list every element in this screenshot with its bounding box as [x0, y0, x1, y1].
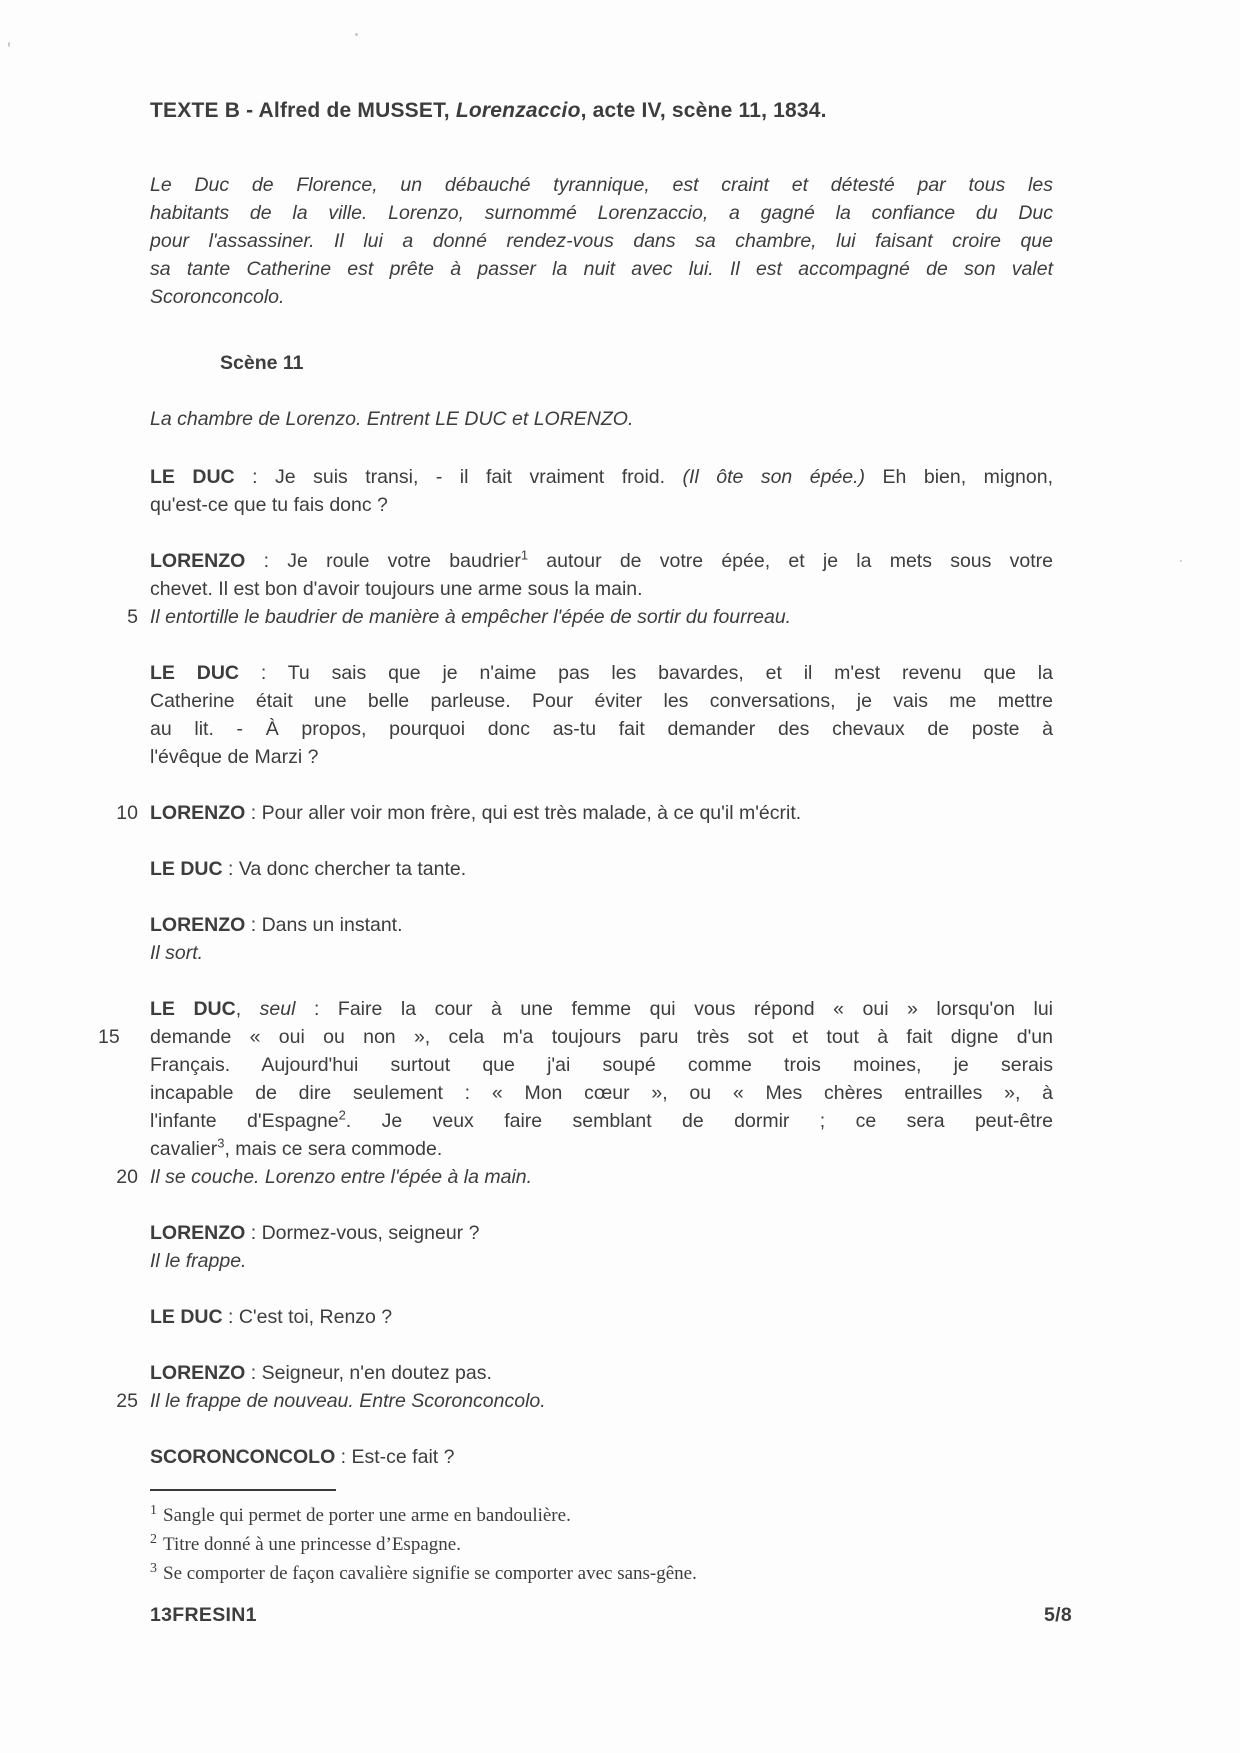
text-segment: Il se couche. Lorenzo entre l'épée à la main.	[150, 1166, 533, 1188]
text-line	[150, 463, 1053, 491]
footnote-reference: 1	[520, 547, 529, 563]
text-line	[150, 687, 1053, 715]
text-line	[150, 547, 1053, 575]
line-number: 10	[116, 802, 138, 824]
text-segment: demande « oui ou non », cela m'a toujours paru très sot et tout à fait digne d'un	[150, 1026, 1053, 1048]
line-number: 5	[127, 606, 138, 628]
text-segment: Lorenzaccio	[455, 99, 581, 122]
text-segment: : Tu sais que je n'aime pas les bavardes, et il m'est revenu que la	[239, 662, 1053, 684]
text-segment: , acte IV, scène 11, 1834.	[580, 99, 827, 122]
text-line	[150, 939, 1053, 967]
intro-line	[150, 171, 1053, 199]
text-segment: au lit. - À propos, pourquoi donc as-tu fait demander des chevaux de poste à	[150, 718, 1053, 740]
text-segment: seul	[259, 998, 296, 1020]
text-segment: : Je roule votre baudrier	[245, 550, 521, 572]
text-segment: cavalier	[150, 1138, 218, 1160]
opening-stage-direction: La chambre de Lorenzo. Entrent LE DUC et LORENZO.	[150, 408, 634, 430]
text-segment: : Seigneur, n'en doutez pas.	[245, 1362, 492, 1384]
text-segment: Catherine était une belle parleuse. Pour éviter les conversations, je vais me mettre	[150, 690, 1053, 712]
text-segment: : Je suis transi, - il fait vraiment froid.	[234, 466, 683, 488]
text-segment: Il le frappe.	[150, 1250, 247, 1272]
text-line	[150, 1079, 1053, 1107]
text-segment: LORENZO	[150, 914, 246, 936]
footnote-reference: 2	[338, 1107, 346, 1123]
text-line	[116, 1387, 1053, 1415]
intro-line	[150, 255, 1053, 283]
text-segment: : Va donc chercher ta tante.	[222, 858, 467, 880]
line-number: 15	[98, 1026, 120, 1048]
footnote-reference: 3	[150, 1560, 157, 1576]
text-segment: SCORONCONCOLO	[150, 1446, 336, 1468]
text-line	[150, 491, 1053, 519]
text-segment: Il sort.	[150, 942, 204, 964]
text-segment: ,	[235, 998, 260, 1020]
text-segment: Se comporter de façon cavalière signifie se comporter avec sans-gêne.	[163, 1563, 697, 1584]
text-line	[98, 1023, 1053, 1051]
footnote	[150, 1501, 1053, 1530]
text-line	[116, 1163, 1053, 1191]
intro-line	[150, 227, 1053, 255]
text-segment: pour l'assassiner. Il lui a donné rendez-vous dans sa chambre, lui faisant croire que	[150, 230, 1053, 252]
text-segment: : Pour aller voir mon frère, qui est très malade, à ce qu'il m'écrit.	[245, 802, 802, 824]
page-footer	[150, 1604, 1072, 1627]
text-segment: LORENZO	[150, 802, 246, 824]
text-segment: Il entortille le baudrier de manière à empêcher l'épée de sortir du fourreau.	[150, 606, 792, 628]
scan-speck	[8, 42, 10, 47]
text-segment: , mais ce sera commode.	[224, 1138, 443, 1160]
text-segment: : Dormez-vous, seigneur ?	[245, 1222, 480, 1244]
text-line	[150, 1135, 1053, 1163]
text-segment: : Est-ce fait ?	[335, 1446, 455, 1468]
text-segment: chevet. Il est bon d'avoir toujours une arme sous la main.	[150, 578, 643, 600]
footnote-reference: 1	[150, 1502, 157, 1518]
text-segment: habitants de la ville. Lorenzo, surnommé Lorenzaccio, a gagné la confiance du Duc	[150, 202, 1053, 224]
text-segment: TEXTE B - Alfred de MUSSET,	[150, 99, 456, 122]
text-line	[150, 659, 1053, 687]
text-segment: Eh bien, mignon,	[865, 466, 1054, 488]
text-segment: (Il ôte son épée.)	[682, 466, 866, 488]
footnotes	[150, 1501, 1053, 1588]
text-segment: LE DUC	[150, 858, 223, 880]
text-segment: sa tante Catherine est prête à passer la nuit avec lui. Il est accompagné de son valet	[150, 258, 1053, 280]
text-line	[150, 1247, 1053, 1275]
text-segment: : C'est toi, Renzo ?	[222, 1306, 393, 1328]
text-line	[150, 1051, 1053, 1079]
intro-paragraph	[150, 171, 1053, 311]
text-segment: LORENZO	[150, 1222, 246, 1244]
dialogue-body	[98, 463, 1054, 1471]
text-segment: Français. Aujourd'hui surtout que j'ai soupé comme trois moines, je serais	[150, 1054, 1053, 1076]
text-line	[150, 715, 1053, 743]
scan-speck	[1180, 560, 1182, 562]
text-line	[150, 995, 1053, 1023]
text-line	[150, 1219, 1053, 1247]
footnote-reference: 2	[150, 1531, 157, 1547]
intro-line	[150, 199, 1053, 227]
document-title	[150, 96, 1053, 126]
document-code: 13FRESIN1	[150, 1604, 257, 1626]
text-segment: LE DUC	[150, 466, 235, 488]
text-line	[150, 743, 1053, 771]
footnote-separator	[150, 1489, 336, 1491]
line-number: 25	[116, 1390, 138, 1412]
text-segment: LORENZO	[150, 550, 246, 572]
intro-line	[150, 283, 1053, 311]
footnote-reference: 3	[217, 1135, 225, 1151]
text-segment: qu'est-ce que tu fais donc ?	[150, 494, 388, 516]
text-line	[150, 855, 1053, 883]
text-line	[116, 799, 1053, 827]
text-segment: LE DUC	[150, 662, 239, 684]
text-segment: l'infante d'Espagne	[150, 1110, 339, 1132]
text-segment: : Faire la cour à une femme qui vous répond « oui » lorsqu'on lui	[295, 998, 1053, 1020]
text-segment: LE DUC	[150, 998, 236, 1020]
text-segment: autour de votre épée, et je la mets sous votre	[528, 550, 1053, 572]
text-segment: l'évêque de Marzi ?	[150, 746, 319, 768]
footnote	[150, 1530, 1053, 1559]
text-segment: LE DUC	[150, 1306, 223, 1328]
line-number: 20	[116, 1166, 138, 1188]
footnote	[150, 1559, 1053, 1588]
text-line	[127, 603, 1053, 631]
text-segment: incapable de dire seulement : « Mon cœur », ou « Mes chères entrailles », à	[150, 1082, 1053, 1104]
text-line	[150, 1107, 1053, 1135]
text-line	[150, 1303, 1053, 1331]
scene-heading: Scène 11	[220, 352, 304, 374]
text-line	[150, 911, 1053, 939]
text-segment: Il le frappe de nouveau. Entre Scoronconcolo.	[150, 1390, 546, 1412]
text-segment: . Je veux faire semblant de dormir ; ce sera peut-être	[345, 1110, 1054, 1132]
text-segment: Scoronconcolo.	[150, 286, 285, 308]
page-number: 5/8	[1043, 1604, 1072, 1626]
text-line	[150, 575, 1053, 603]
text-segment: : Dans un instant.	[245, 914, 403, 936]
text-segment: LORENZO	[150, 1362, 246, 1384]
text-segment: Titre donné à une princesse d’Espagne.	[163, 1534, 461, 1555]
text-line	[150, 1359, 1053, 1387]
text-line	[150, 1443, 1053, 1471]
text-segment: Le Duc de Florence, un débauché tyrannique, est craint et détesté par tous les	[150, 174, 1053, 196]
text-segment: Sangle qui permet de porter une arme en bandoulière.	[163, 1505, 571, 1526]
scan-speck	[355, 33, 358, 36]
